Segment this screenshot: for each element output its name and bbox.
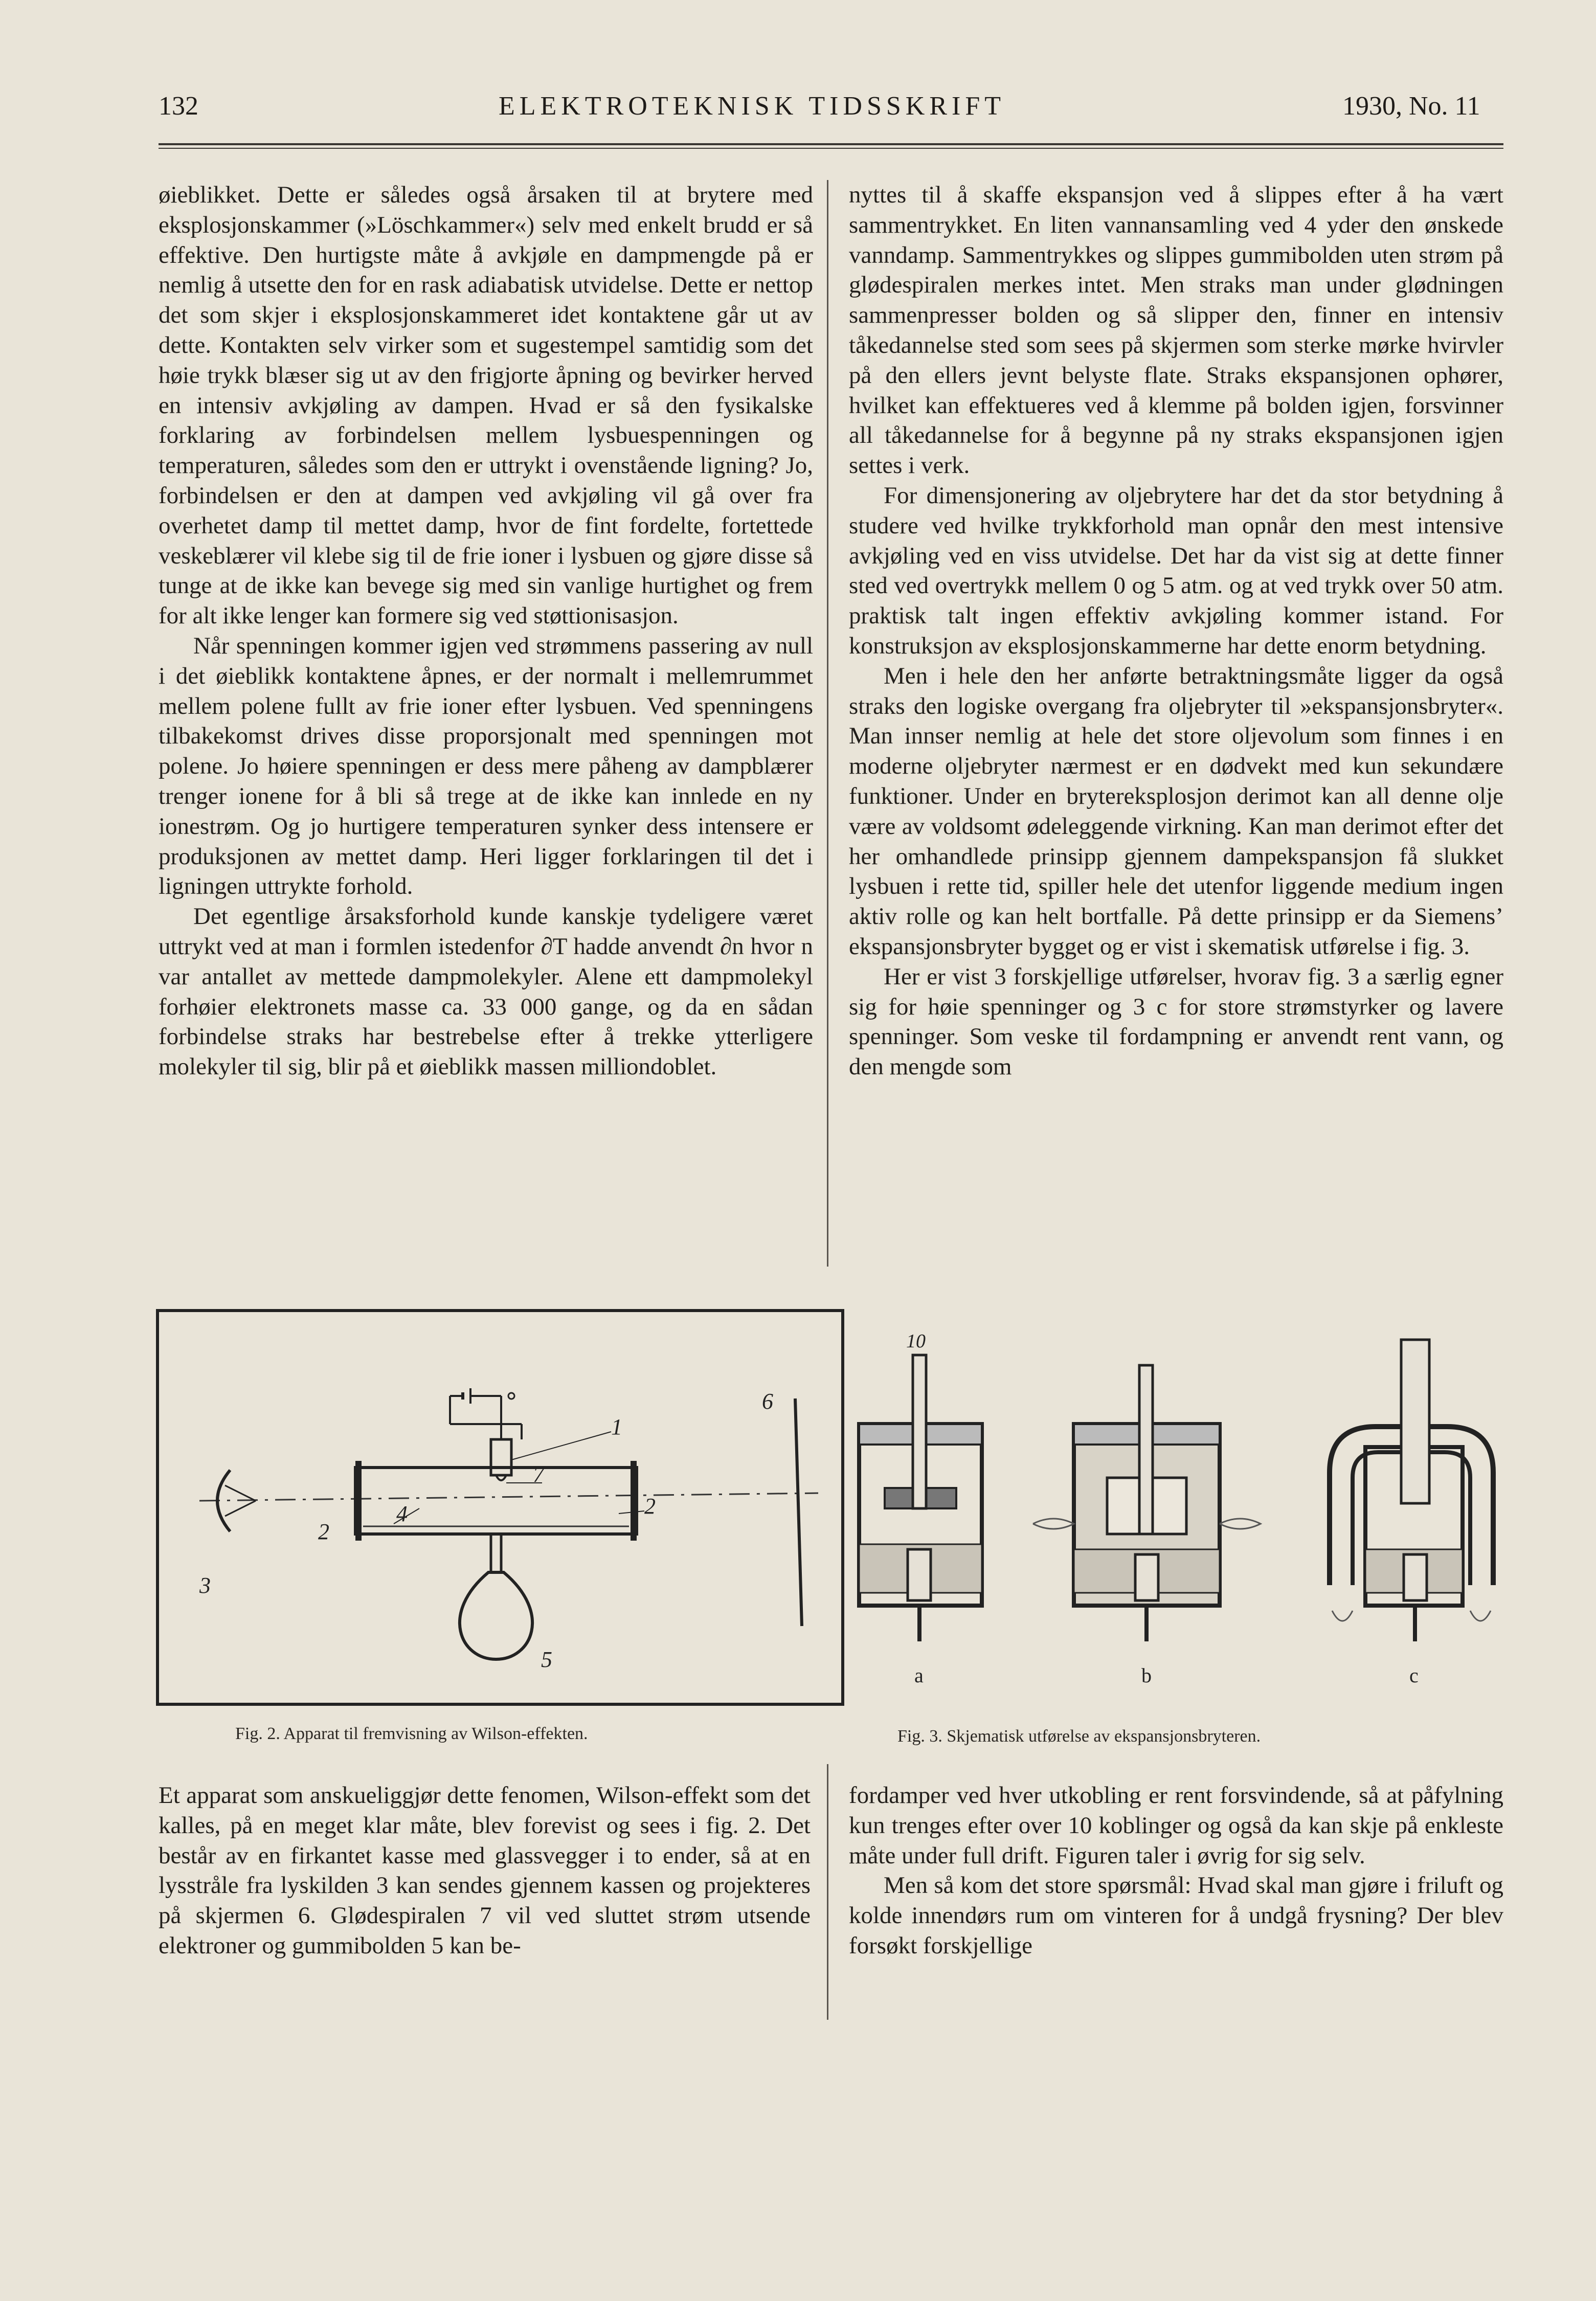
rubber-bulb <box>460 1572 532 1659</box>
fig3-label-c: c <box>1409 1664 1419 1687</box>
fig2-label-1: 1 <box>611 1414 622 1439</box>
switch-icon <box>508 1393 514 1399</box>
fig3-label-b: b <box>1141 1664 1152 1687</box>
fig3-label-a: a <box>914 1664 924 1687</box>
paragraph: Et apparat som anskueliggjør dette fenomen, Wilson-effekt som det kalles, på en meget klar måte, blev forevist og sees i fig. 2. Det består av en firkantet kasse med glassvegger i to ender, så at en lysstråle fra lyskilden 3 kan sendes gjennem kassen og projekteres på skjermen 6. Glødespiralen 7 vil ved sluttet strøm utsende elektroner og gummibolden 5 kan be- <box>159 1782 811 1959</box>
figure-2-frame <box>158 1311 843 1704</box>
breaker-variant-c <box>1330 1340 1493 1641</box>
paragraph: Når spenningen kommer igjen ved strømmens passering av null i det øieblikk kontaktene åpnes, er der normalt i mellemrummet mellem polene fullt av frie ioner efter lysbuen. Ved spenningens tilbakekomst drives disse proporsjonalt med spenningen mot polene. Jo høiere spenningen er dess mere påheng av dampblærer trenger ionene for å bli så trege at de ikke kan innlede en ny ionestrøm. Og jo hurtigere temperaturen synker dess intensere er produksjonen av mettet damp. Heri ligger forklaringen til det i ligningen uttrykte forhold. <box>159 632 813 900</box>
paragraph: Det egentlige årsaksforhold kunde kanskje tydeligere været uttrykt ved at man i formlen istedenfor ∂T hadde anvendt ∂n hvor n var antallet av mettede dampmolekyler. Alene ett dampmolekyl forhøier elektronets masse ca. 33 000 gange, og da en sådan forbindelse straks har bestrebelse efter å trekke ytterligere molekyler til sig, blir på et øieblikk massen milliondoblet. <box>159 903 813 1080</box>
figure-3-expansion-breakers <box>849 1324 1509 1703</box>
figure-2-wilson-apparatus <box>153 1306 849 1716</box>
column-divider <box>827 180 828 1267</box>
breaker-variant-b <box>1033 1365 1261 1641</box>
header-rule <box>159 143 1503 145</box>
paragraph: Men så kom det store spørsmål: Hvad skal man gjøre i friluft og kolde innendørs rum om vinteren for å undgå frysning? Der blev forsøkt forskjellige <box>849 1872 1503 1959</box>
light-beam-axis <box>199 1493 818 1501</box>
left-column-bottom <box>159 1780 811 1961</box>
journal-title: ELEKTROTEKNISK TIDSSKRIFT <box>499 92 1006 121</box>
figure-2-caption: Fig. 2. Apparat til fremvisning av Wilson-effekten. <box>235 1724 588 1743</box>
fig2-label-4: 4 <box>396 1501 408 1526</box>
paragraph: øieblikket. Dette er således også årsaken til at brytere med eksplosjonskammer (»Löschkammer«) selv med enkelt brudd er så effektive. Den hurtigste måte å avkjøle en dampmengde på er nemlig å utsette den for en rask adiabatisk utvidelse. Dette er nettop det som skjer i eksplosjonskammeret idet kontaktene går ut av dette. Kontakten selv virker som et sugestempel samtidig som det høie trykk blæser sig ut av den frigjorte åpning og bevirker herved en intensiv avkjøling av dampen. Hvad er så den fysikalske forklaring av forbindelsen mellem lysbuespenningen og temperaturen, således som den er uttrykt i ovenstående ligning? Jo, forbindelsen er den at dampen ved avkjøling vil gå over fra overhetet damp til mettet damp, hvor de fint fordelte, fortettede veskeblærer vil klebe sig til de frie ioner i lysbuen og gjøre disse så tunge at de ikke kan bevege sig med sin vanlige hurtighet og frem for alt ikke lenger kan formere sig ved støttionisasjon. <box>159 182 813 629</box>
paragraph: For dimensjonering av oljebrytere har det da stor betydning å studere ved hvilke trykkforhold man opnår den mest intensive avkjøling ved en viss utvidelse. Det har da vist sig at dette finner sted ved overtrykk mellem 0 og 5 atm. og at ved trykk over 50 atm. praktisk talt ingen effektiv avkjøling kommer istand. For konstruksjon av eksplosjonskammerne har dette enorm betydning. <box>849 482 1503 659</box>
glow-spiral-holder <box>491 1439 511 1475</box>
fig2-label-5: 5 <box>541 1647 552 1672</box>
figure-3-caption: Fig. 3. Skjematisk utførelse av ekspansjonsbryteren. <box>897 1727 1261 1746</box>
header-rule-thin <box>159 148 1503 149</box>
fig3-label-10: 10 <box>906 1330 926 1352</box>
fig2-label-2b: 2 <box>644 1494 656 1519</box>
paragraph: Her er vist 3 forskjellige utførelser, hvorav fig. 3 a særlig egner sig for høie spenninger og 3 c for store strømstyrker og lavere spenninger. Som veske til fordampning er anvendt rent vann, og den mengde som <box>849 963 1503 1080</box>
page-number: 132 <box>159 92 198 121</box>
paragraph: nyttes til å skaffe ekspansjon ved å slippes efter å ha vært sammentrykket. En liten vannansamling ved 4 yder den ønskede vanndamp. Sammentrykkes og slippes gummibolden uten strøm på glødespiralen merkes intet. Men straks man under glødningen sammenpresser bolden og så slipper den, finner en intensiv tåkedannelse sted som sees på skjermen som sterke mørke hvirvler på den ellers jevnt belyste flate. Straks ekspansjonen ophører, hvilket kan effektueres ved å klemme på bolden igjen, forsvinner all tåkedannelse for å begynne på ny straks ekspansjonen igjen settes i verk. <box>849 182 1503 479</box>
fig2-label-7: 7 <box>533 1462 544 1487</box>
issue-number: 1930, No. 11 <box>1342 92 1480 121</box>
paragraph: fordamper ved hver utkobling er rent forsvindende, så at påfylning kun trenges efter over 10 koblinger og også da kan skje på enkleste måte under full drift. Figuren taler i øvrig for sig selv. <box>849 1782 1503 1869</box>
fig2-label-6: 6 <box>762 1389 773 1414</box>
paragraph: Men i hele den her anførte betraktningsmåte ligger da også straks den logiske overgang fra oljebryter til »ekspansjonsbryter«. Man innser nemlig at hele det store oljevolum som finnes i en moderne oljebryter nærmest er en dødvekt med kun sekundære funktioner. Under en brytereksplosjon derimot kan all denne olje være av voldsomt ødeleggende virkning. Kan man derimot efter det her omhandlede prinsipp gjennem dampekspansjon få slukket lysbuen i rette tid, spiller hele det utenfor liggende medium ingen aktiv rolle og kan helt bortfalle. På dette prinsipp er da Siemens’ ekspansjonsbryter bygget og er vist i skematisk utførelse i fig. 3. <box>849 662 1503 960</box>
fig2-label-3: 3 <box>199 1573 211 1598</box>
breaker-variant-a <box>859 1355 982 1641</box>
left-column-top <box>159 180 813 1082</box>
fig2-label-2a: 2 <box>318 1519 329 1544</box>
column-divider-bottom <box>827 1764 828 2020</box>
right-column-top <box>849 180 1503 1082</box>
right-column-bottom <box>849 1780 1503 1961</box>
projection-screen <box>795 1398 802 1626</box>
